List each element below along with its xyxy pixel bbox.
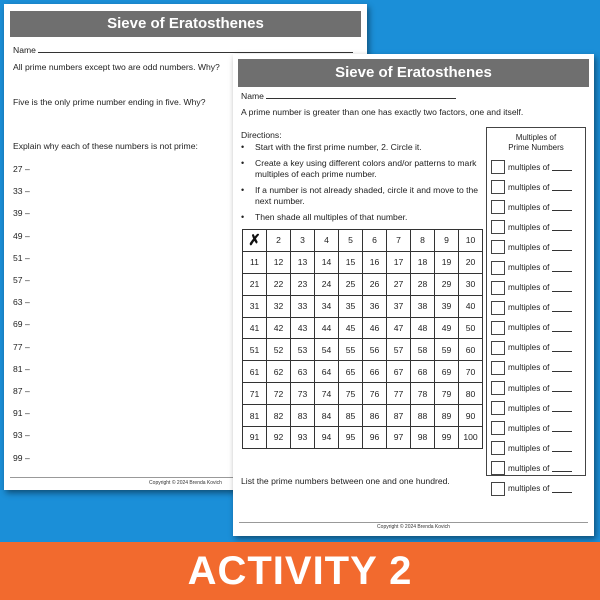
key-label: multiples of — [508, 242, 550, 252]
grid-cell: 34 — [315, 296, 339, 318]
grid-cell: 21 — [243, 274, 267, 296]
key-blank — [552, 404, 572, 412]
grid-cell: 24 — [315, 274, 339, 296]
grid-cell: 51 — [243, 339, 267, 361]
key-blank — [552, 183, 572, 191]
key-label: multiples of — [508, 423, 550, 433]
number-item: 81 – — [13, 363, 30, 374]
key-blank — [552, 464, 572, 472]
key-row — [487, 177, 585, 197]
key-row — [487, 398, 585, 418]
grid-cell: 99 — [435, 427, 459, 449]
direction-item — [241, 212, 481, 224]
grid-cell: 48 — [411, 318, 435, 340]
number-item: 91 – — [13, 408, 30, 419]
directions-list — [241, 142, 481, 227]
key-checkbox[interactable] — [491, 160, 505, 174]
grid-cell: 20 — [459, 252, 483, 274]
explain-prompt: Explain why each of these numbers is not prime: — [13, 141, 198, 151]
direction-text: Start with the first prime number, 2. Circle it. — [255, 142, 422, 152]
key-blank — [552, 444, 572, 452]
grid-cell: 63 — [291, 361, 315, 383]
key-blank — [552, 304, 572, 312]
grid-cell: 88 — [411, 405, 435, 427]
grid-cell: 56 — [363, 339, 387, 361]
grid-cell: 5 — [339, 230, 363, 252]
key-checkbox[interactable] — [491, 441, 505, 455]
key-row — [487, 338, 585, 358]
grid-cell: 83 — [291, 405, 315, 427]
grid-cell: 26 — [363, 274, 387, 296]
key-blank — [552, 364, 572, 372]
directions-label: Directions: — [241, 130, 282, 140]
grid-cell: 39 — [435, 296, 459, 318]
key-checkbox[interactable] — [491, 240, 505, 254]
grid-cell: 72 — [267, 383, 291, 405]
key-row — [487, 378, 585, 398]
intro-question: All prime numbers except two are odd numbers. Why? — [13, 62, 220, 72]
grid-cell: 9 — [435, 230, 459, 252]
grid-cell: 35 — [339, 296, 363, 318]
key-label: multiples of — [508, 443, 550, 453]
grid-cell: 98 — [411, 427, 435, 449]
key-title-line1: Multiples of — [515, 133, 557, 142]
key-label: multiples of — [508, 182, 550, 192]
number-item: 57 – — [13, 275, 30, 285]
grid-cell: 80 — [459, 383, 483, 405]
grid-cell: 12 — [267, 252, 291, 274]
copyright: Copyright © 2024 Brenda Kovich — [149, 480, 222, 486]
key-blank — [552, 264, 572, 272]
number-item: 87 – — [13, 386, 30, 396]
grid-cell: 37 — [387, 296, 411, 318]
grid-cell: 73 — [291, 383, 315, 405]
grid-cell: 94 — [315, 427, 339, 449]
name-label: Name — [241, 91, 264, 101]
key-label: multiples of — [508, 403, 550, 413]
grid-cell: 13 — [291, 252, 315, 274]
grid-cell: 93 — [291, 427, 315, 449]
grid-cell: 6 — [363, 230, 387, 252]
grid-cell: 52 — [267, 339, 291, 361]
key-row — [487, 318, 585, 338]
grid-cell: 66 — [363, 361, 387, 383]
grid-cell — [243, 230, 267, 252]
grid-cell: 69 — [435, 361, 459, 383]
key-label: multiples of — [508, 363, 550, 373]
grid-cell: 29 — [435, 274, 459, 296]
key-row — [487, 217, 585, 237]
worksheet-title: Sieve of Eratosthenes — [238, 59, 589, 87]
key-label: multiples of — [508, 383, 550, 393]
key-label: multiples of — [508, 283, 550, 293]
key-checkbox[interactable] — [491, 361, 505, 375]
key-checkbox[interactable] — [491, 461, 505, 475]
key-label: multiples of — [508, 202, 550, 212]
key-row — [487, 458, 585, 478]
key-blank — [552, 324, 572, 332]
grid-cell: 68 — [411, 361, 435, 383]
key-row — [487, 298, 585, 318]
direction-text: Create a key using different colors and/or patterns to mark multiples of each prime number. — [255, 157, 477, 179]
name-blank — [38, 52, 353, 53]
grid-cell: 57 — [387, 339, 411, 361]
key-blank — [552, 424, 572, 432]
grid-cell: 43 — [291, 318, 315, 340]
key-box — [486, 127, 586, 494]
key-blank — [552, 243, 572, 251]
grid-cell: 18 — [411, 252, 435, 274]
key-list — [487, 157, 585, 499]
key-label: multiples of — [508, 263, 550, 273]
key-label: multiples of — [508, 303, 550, 313]
five-question: Five is the only prime number ending in five. Why? — [13, 97, 206, 107]
list-prompt: List the prime numbers between one and one hundred. — [241, 476, 450, 486]
grid-cell: 91 — [243, 427, 267, 449]
grid-cell: 82 — [267, 405, 291, 427]
footer-rule — [239, 522, 588, 523]
grid-cell: 46 — [363, 318, 387, 340]
key-label: multiples of — [508, 162, 550, 172]
grid-cell: 67 — [387, 361, 411, 383]
grid-cell: 96 — [363, 427, 387, 449]
key-label: multiples of — [508, 222, 550, 232]
number-item: 77 – — [13, 341, 30, 352]
grid-cell: 71 — [243, 383, 267, 405]
key-label: multiples of — [508, 323, 550, 333]
direction-item — [241, 158, 481, 181]
key-row — [487, 197, 585, 217]
key-checkbox[interactable] — [491, 401, 505, 415]
direction-text: Then shade all multiples of that number. — [255, 211, 408, 222]
grid-cell: 25 — [339, 274, 363, 296]
grid-cell: 49 — [435, 318, 459, 340]
key-checkbox[interactable] — [491, 180, 505, 194]
direction-item — [241, 185, 481, 208]
bullet-icon: • — [241, 211, 245, 222]
grid-cell: 90 — [459, 405, 483, 427]
grid-cell: 38 — [411, 296, 435, 318]
grid-cell: 7 — [387, 230, 411, 252]
grid-cell: 92 — [267, 427, 291, 449]
grid-cell: 76 — [363, 383, 387, 405]
grid-cell: 3 — [291, 230, 315, 252]
grid-cell: 58 — [411, 339, 435, 361]
key-blank — [552, 284, 572, 292]
grid-cell: 100 — [459, 427, 483, 449]
bullet-icon: • — [241, 142, 245, 152]
grid-cell: 31 — [243, 296, 267, 318]
bullet-icon: • — [241, 184, 245, 195]
key-blank — [552, 344, 572, 352]
grid-cell: 30 — [459, 274, 483, 296]
number-item: 93 – — [13, 430, 30, 441]
grid-cell: 75 — [339, 383, 363, 405]
grid-cell: 50 — [459, 318, 483, 340]
key-label: multiples of — [508, 484, 550, 494]
grid-cell: 97 — [387, 427, 411, 449]
key-row — [487, 237, 585, 257]
grid-cell: 4 — [315, 230, 339, 252]
grid-cell: 79 — [435, 383, 459, 405]
grid-cell: 78 — [411, 383, 435, 405]
key-row — [487, 438, 585, 458]
number-item: 39 – — [13, 208, 30, 219]
grid-cell: 36 — [363, 296, 387, 318]
grid-cell: 40 — [459, 296, 483, 318]
grid-cell: 17 — [387, 252, 411, 274]
grid-cell: 89 — [435, 405, 459, 427]
grid-cell: 32 — [267, 296, 291, 318]
grid-cell: 15 — [339, 252, 363, 274]
key-row — [487, 278, 585, 298]
direction-item — [241, 142, 481, 154]
key-row — [487, 257, 585, 277]
grid-cell: 22 — [267, 274, 291, 296]
grid-cell: 65 — [339, 361, 363, 383]
grid-cell: 16 — [363, 252, 387, 274]
grid-cell: 55 — [339, 339, 363, 361]
grid-cell: 45 — [339, 318, 363, 340]
number-item: 27 – — [13, 164, 30, 174]
grid-cell: 74 — [315, 383, 339, 405]
grid-cell: 59 — [435, 339, 459, 361]
key-checkbox[interactable] — [491, 220, 505, 234]
grid-cell: 53 — [291, 339, 315, 361]
prime-definition: A prime number is greater than one has exactly two factors, one and itself. — [241, 107, 524, 117]
number-item: 69 – — [13, 319, 30, 330]
grid-cell: 33 — [291, 296, 315, 318]
key-checkbox[interactable] — [491, 381, 505, 395]
grid-cell: 61 — [243, 361, 267, 383]
grid-cell: 84 — [315, 405, 339, 427]
direction-text: If a number is not already shaded, circle it and move to the next number. — [255, 184, 479, 206]
grid-cell: 28 — [411, 274, 435, 296]
key-row — [487, 479, 585, 499]
number-item: 49 – — [13, 230, 30, 241]
grid-cell: 27 — [387, 274, 411, 296]
copyright: Copyright © 2024 Brenda Kovich — [377, 524, 450, 530]
name-blank — [266, 98, 456, 99]
key-blank — [552, 163, 572, 171]
hundred-grid — [242, 229, 483, 449]
grid-cell: 44 — [315, 318, 339, 340]
grid-cell: 60 — [459, 339, 483, 361]
key-row — [487, 358, 585, 378]
key-title-line2: Prime Numbers — [508, 143, 564, 152]
key-blank — [552, 203, 572, 211]
grid-cell: 19 — [435, 252, 459, 274]
key-checkbox[interactable] — [491, 321, 505, 335]
number-item: 99 – — [13, 452, 30, 463]
grid-cell: 14 — [315, 252, 339, 274]
key-checkbox[interactable] — [491, 301, 505, 315]
key-checkbox[interactable] — [491, 482, 505, 496]
key-checkbox[interactable] — [491, 341, 505, 355]
number-item: 63 – — [13, 297, 30, 308]
grid-cell: 11 — [243, 252, 267, 274]
grid-cell: 47 — [387, 318, 411, 340]
grid-cell: 10 — [459, 230, 483, 252]
key-blank — [552, 485, 572, 493]
grid-cell: 70 — [459, 361, 483, 383]
key-row — [487, 418, 585, 438]
number-item: 51 – — [13, 252, 30, 263]
grid-cell: 62 — [267, 361, 291, 383]
bullet-icon: • — [241, 157, 245, 168]
key-label: multiples of — [508, 463, 550, 473]
key-checkbox[interactable] — [491, 281, 505, 295]
key-checkbox[interactable] — [491, 200, 505, 214]
grid-cell: 54 — [315, 339, 339, 361]
grid-cell: 87 — [387, 405, 411, 427]
key-blank — [552, 223, 572, 231]
grid-cell: 2 — [267, 230, 291, 252]
grid-cell: 42 — [267, 318, 291, 340]
key-checkbox[interactable] — [491, 421, 505, 435]
crossed-out-icon: ✗ — [248, 232, 261, 250]
grid-cell: 85 — [339, 405, 363, 427]
grid-cell: 41 — [243, 318, 267, 340]
grid-cell: 8 — [411, 230, 435, 252]
name-field — [241, 91, 456, 101]
grid-cell: 77 — [387, 383, 411, 405]
grid-cell: 81 — [243, 405, 267, 427]
key-checkbox[interactable] — [491, 261, 505, 275]
worksheet-title: Sieve of Eratosthenes — [10, 11, 361, 37]
grid-cell: 64 — [315, 361, 339, 383]
grid-cell: 95 — [339, 427, 363, 449]
activity-banner: ACTIVITY 2 — [0, 542, 600, 600]
grid-cell: 23 — [291, 274, 315, 296]
name-label: Name — [13, 45, 36, 55]
number-item: 33 – — [13, 186, 30, 197]
key-label: multiples of — [508, 343, 550, 353]
grid-cell: 86 — [363, 405, 387, 427]
worksheet-front — [233, 54, 594, 536]
key-blank — [552, 384, 572, 392]
key-row — [487, 157, 585, 177]
key-title — [487, 133, 585, 153]
